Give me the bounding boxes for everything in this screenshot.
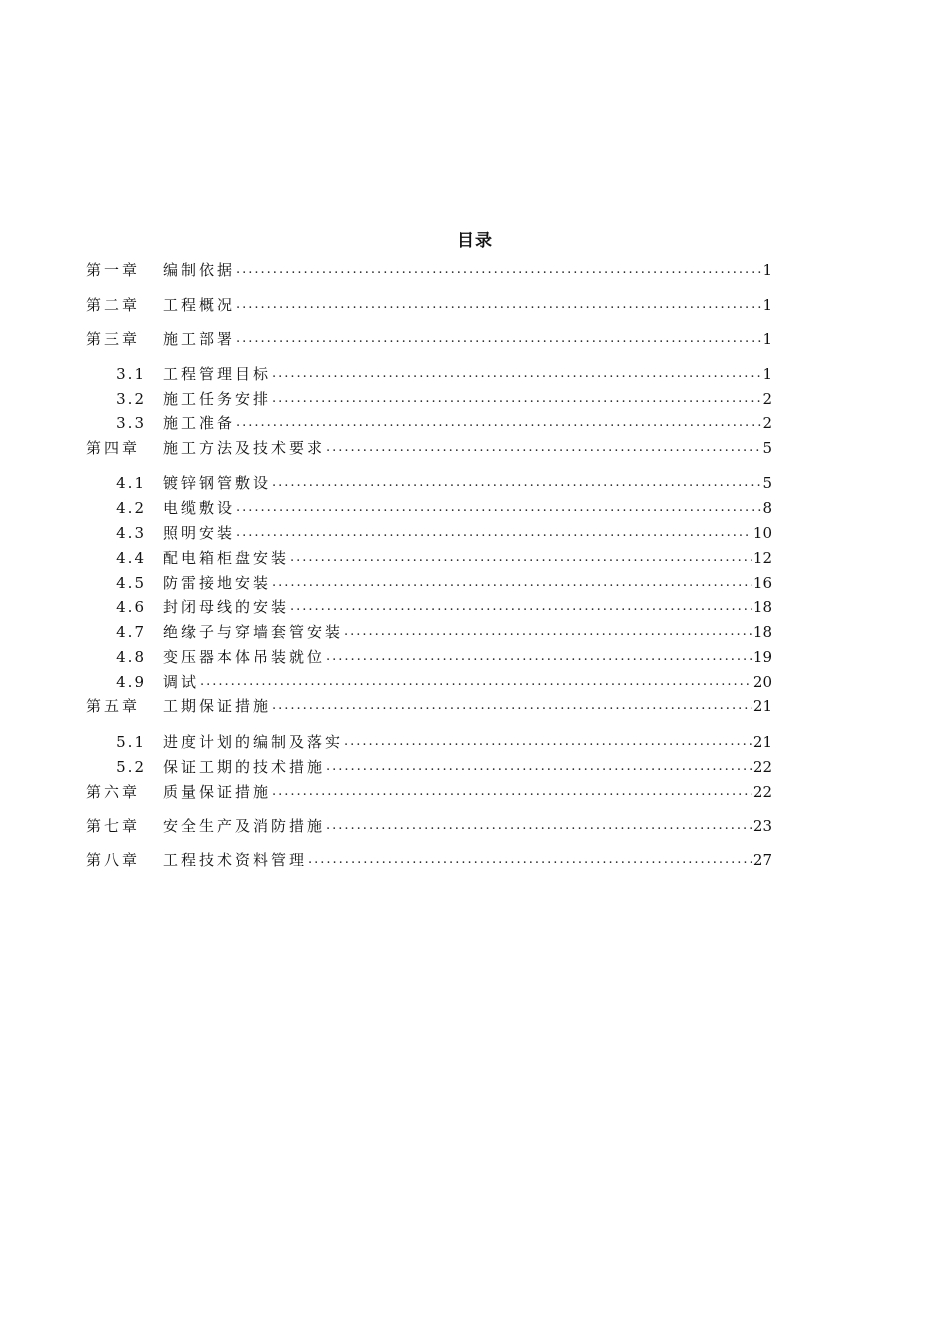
toc-dot-leader: [326, 816, 752, 836]
toc-entry[interactable]: [86, 571, 772, 593]
toc-entry-page: 22: [752, 758, 772, 776]
toc-entry-label: 变压器本体吊装就位: [163, 648, 326, 666]
toc-entry[interactable]: [86, 496, 772, 518]
toc-dot-leader: [290, 597, 752, 617]
toc-entry-page: 23: [752, 817, 772, 835]
toc-entry-page: 8: [762, 499, 772, 517]
toc-entry[interactable]: [86, 814, 772, 836]
toc-entry-label: 工程概况: [163, 296, 236, 314]
toc-entry-page: 1: [762, 365, 772, 383]
toc-entry-page: 20: [752, 673, 772, 691]
toc-dot-leader: [236, 260, 761, 280]
toc-entry-number: 4.7: [116, 623, 146, 641]
toc-entry-label: 镀锌钢管敷设: [163, 474, 272, 492]
toc-dot-leader: [272, 473, 761, 493]
toc-entry-page: 22: [752, 783, 772, 801]
toc-entry[interactable]: [86, 694, 772, 716]
toc-entry-number: 第一章: [86, 261, 141, 279]
toc-entry[interactable]: [86, 362, 772, 384]
toc-entry-label: 封闭母线的安装: [163, 598, 290, 616]
toc-entry-number: 4.1: [116, 474, 146, 492]
toc-dot-leader: [272, 573, 752, 593]
toc-entry-number: 4.3: [116, 524, 146, 542]
toc-entry-page: 21: [752, 697, 772, 715]
toc-entry[interactable]: [86, 546, 772, 568]
toc-entry-number: 4.4: [116, 549, 146, 567]
toc-entry[interactable]: [86, 730, 772, 752]
toc-entry[interactable]: [86, 436, 772, 458]
toc-dot-leader: [236, 498, 761, 518]
toc-dot-leader: [326, 438, 761, 458]
toc-title: 目录: [457, 231, 493, 251]
toc-entry[interactable]: [86, 411, 772, 433]
toc-dot-leader: [290, 548, 752, 568]
toc-entry[interactable]: [86, 780, 772, 802]
toc-dot-leader: [344, 732, 752, 752]
toc-entry-number: 3.2: [116, 390, 146, 408]
toc-entry-label: 编制依据: [163, 261, 236, 279]
toc-entry-label: 施工部署: [163, 330, 236, 348]
toc-entry-number: 第四章: [86, 439, 141, 457]
toc-entry-number: 第三章: [86, 330, 141, 348]
toc-entry[interactable]: [86, 755, 772, 777]
toc-entry-page: 1: [762, 296, 772, 314]
toc-entry-label: 施工准备: [163, 414, 236, 432]
toc-entry[interactable]: [86, 327, 772, 349]
toc-entry[interactable]: [86, 258, 772, 280]
toc-entry-label: 进度计划的编制及落实: [163, 733, 344, 751]
toc-dot-leader: [272, 696, 752, 716]
toc-entry-page: 2: [762, 414, 772, 432]
toc-entry[interactable]: [86, 595, 772, 617]
toc-entry-number: 3.1: [116, 365, 146, 383]
toc-entry-label: 安全生产及消防措施: [163, 817, 326, 835]
toc-entry[interactable]: [86, 620, 772, 642]
toc-entry-label: 配电箱柜盘安装: [163, 549, 290, 567]
toc-entry-page: 2: [762, 390, 772, 408]
toc-entry-label: 绝缘子与穿墙套管安装: [163, 623, 344, 641]
toc-entry-label: 照明安装: [163, 524, 236, 542]
toc-entry-number: 4.2: [116, 499, 146, 517]
toc-dot-leader: [236, 523, 752, 543]
toc-entry-label: 工程技术资料管理: [163, 851, 308, 869]
toc-dot-leader: [326, 647, 752, 667]
toc-entry-page: 16: [752, 574, 772, 592]
toc-entry-number: 第五章: [86, 697, 141, 715]
toc-entry[interactable]: [86, 645, 772, 667]
toc-entry-number: 第七章: [86, 817, 141, 835]
toc-entry-page: 1: [762, 261, 772, 279]
toc-entry-number: 4.9: [116, 673, 146, 691]
toc-entry-page: 1: [762, 330, 772, 348]
toc-entry-page: 21: [752, 733, 772, 751]
toc-entry-number: 5.1: [116, 733, 146, 751]
toc-entry-page: 27: [752, 851, 772, 869]
toc-dot-leader: [326, 757, 752, 777]
toc-entry-page: 18: [752, 598, 772, 616]
toc-entry-number: 4.5: [116, 574, 146, 592]
toc-dot-leader: [236, 413, 761, 433]
toc-dot-leader: [344, 622, 752, 642]
toc-entry-label: 工程管理目标: [163, 365, 272, 383]
toc-dot-leader: [236, 295, 761, 315]
toc-dot-leader: [272, 782, 752, 802]
toc-entry-number: 4.6: [116, 598, 146, 616]
toc-entry-page: 18: [752, 623, 772, 641]
toc-entry-number: 4.8: [116, 648, 146, 666]
toc-dot-leader: [200, 672, 752, 692]
toc-entry-label: 质量保证措施: [163, 783, 272, 801]
toc-entry[interactable]: [86, 848, 772, 870]
toc-entry-page: 5: [762, 439, 772, 457]
toc-entry-number: 5.2: [116, 758, 146, 776]
toc-entry[interactable]: [86, 293, 772, 315]
toc-entry-label: 施工方法及技术要求: [163, 439, 326, 457]
toc-dot-leader: [272, 389, 761, 409]
toc-entry-label: 施工任务安排: [163, 390, 272, 408]
toc-entry-page: 10: [752, 524, 772, 542]
toc-entry-page: 12: [752, 549, 772, 567]
toc-dot-leader: [308, 850, 752, 870]
toc-entry[interactable]: [86, 387, 772, 409]
toc-dot-leader: [236, 329, 761, 349]
toc-entry-page: 19: [752, 648, 772, 666]
toc-dot-leader: [272, 364, 761, 384]
toc-entry-number: 第六章: [86, 783, 141, 801]
toc-entry-label: 保证工期的技术措施: [163, 758, 326, 776]
toc-entry[interactable]: [86, 670, 772, 692]
toc-entry-label: 调试: [163, 673, 200, 691]
toc-entry-label: 工期保证措施: [163, 697, 272, 715]
toc-entry[interactable]: [86, 471, 772, 493]
toc-entry-page: 5: [762, 474, 772, 492]
toc-entry-label: 防雷接地安装: [163, 574, 272, 592]
toc-entry-number: 3.3: [116, 414, 146, 432]
toc-entry[interactable]: [86, 521, 772, 543]
toc-entry-label: 电缆敷设: [163, 499, 236, 517]
toc-entry-number: 第八章: [86, 851, 141, 869]
toc-entry-number: 第二章: [86, 296, 141, 314]
